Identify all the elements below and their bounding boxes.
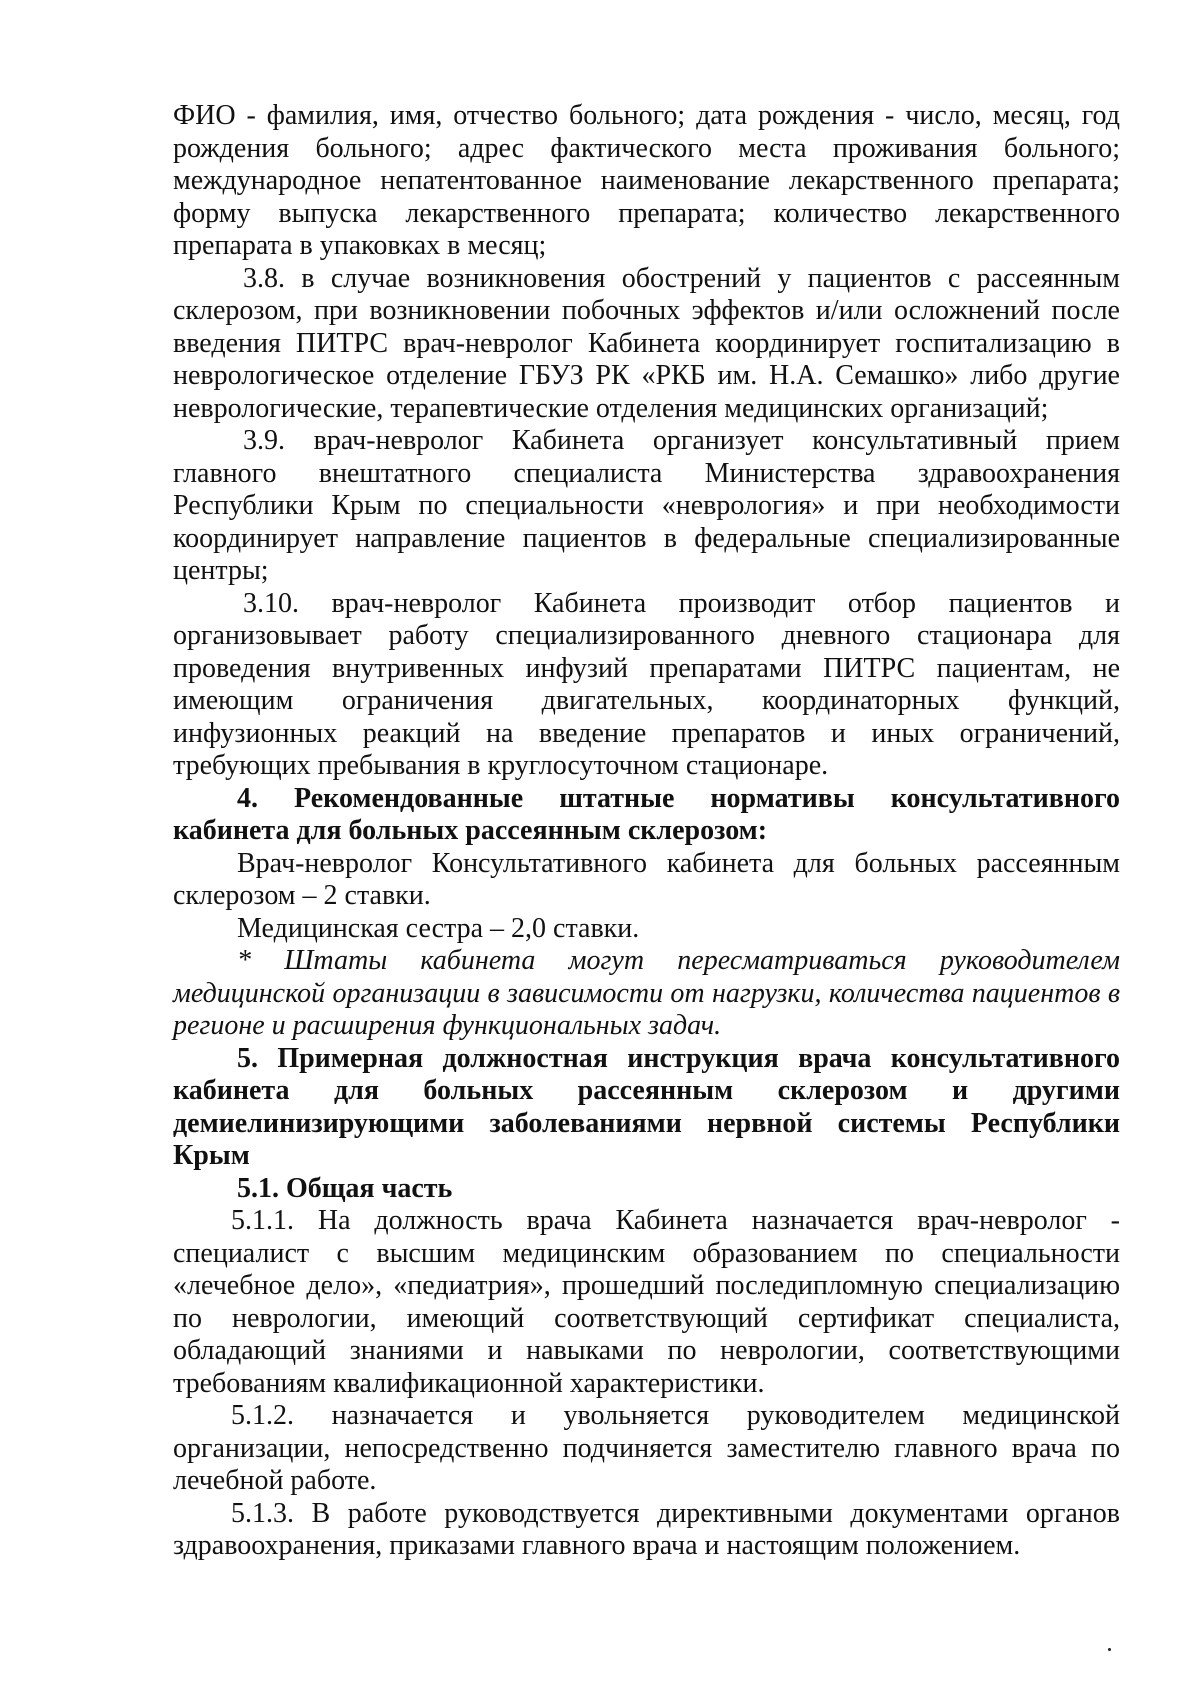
paragraph-3-8: 3.8. в случае возникновения обострений у пациентов с рассеянным склерозом, при возникновении побочных эффектов и/или осложнений после введения ПИТРС врач-невролог Кабинета координирует госпитализацию в неврологическое отделение ГБУЗ РК «РКБ им. Н.А. Семашко» либо другие неврологические, терапевтические отделения медицинских организаций; — [173, 262, 1120, 424]
paragraph-3-10: 3.10. врач-невролог Кабинета производит отбор пациентов и организовывает работу специализированного дневного стационара для проведения внутривенных инфузий препаратами ПИТРС пациентам, не имеющим ограничения двигательных, координаторных функций, инфузионных реакций на введение препаратов и иных ограничений, требующих пребывания в круглосуточном стационаре. — [173, 587, 1120, 781]
section-5-1-heading: 5.1. Общая часть — [237, 1172, 453, 1204]
paragraph-3-9: 3.9. врач-невролог Кабинета организует консультативный прием главного внештатного специалиста Министерства здравоохранения Республики Крым по специальности «неврология» и при необходимости координирует направление пациентов в федеральные специализированные центры; — [173, 425, 1120, 586]
scan-speck — [1108, 1648, 1111, 1651]
document-body — [173, 100, 1120, 1563]
section-5-heading: 5. Примерная должностная инструкция врача консультативного кабинета для больных рассеянным склерозом и другими демиелинизирующими заболеваниями нервной системы Республики Крым — [173, 1042, 1120, 1171]
paragraph-staff-note: * Штаты кабинета могут пересматриваться руководителем медицинской организации в зависимости от нагрузки, количества пациентов в регионе и расширения функциональных задач. — [173, 945, 1120, 1041]
paragraph-5-1-2: 5.1.2. назначается и увольняется руководителем медицинской организации, непосредственно подчиняется заместителю главного врача по лечебной работе. — [173, 1400, 1120, 1496]
paragraph-staff-nurse: Медицинская сестра – 2,0 ставки. — [237, 912, 640, 944]
paragraph-5-1-3: 5.1.3. В работе руководствуется директивными документами органов здравоохранения, приказами главного врача и настоящим положением. — [173, 1497, 1120, 1561]
paragraph-5-1-1: 5.1.1. На должность врача Кабинета назначается врач-невролог - специалист с высшим медицинским образованием по специальности «лечебное дело», «педиатрия», прошедший последипломную специализацию по неврологии, имеющий соответствующий сертификат специалиста, обладающий знаниями и навыками по неврологии, соответствующими требованиям квалификационной характеристики. — [173, 1205, 1120, 1399]
paragraph-staff-neurologist: Врач-невролог Консультативного кабинета для больных рассеянным склерозом – 2 ставки. — [173, 847, 1120, 911]
section-4-heading: 4. Рекомендованные штатные нормативы консультативного кабинета для больных рассеянным склерозом: — [173, 782, 1120, 846]
paragraph-patient-fields: ФИО - фамилия, имя, отчество больного; дата рождения - число, месяц, год рождения больного; адрес фактического места проживания больного; международное непатентованное наименование лекарственного препарата; форму выпуска лекарственного препарата; количество лекарственного препарата в упаковках в месяц; — [173, 100, 1120, 261]
